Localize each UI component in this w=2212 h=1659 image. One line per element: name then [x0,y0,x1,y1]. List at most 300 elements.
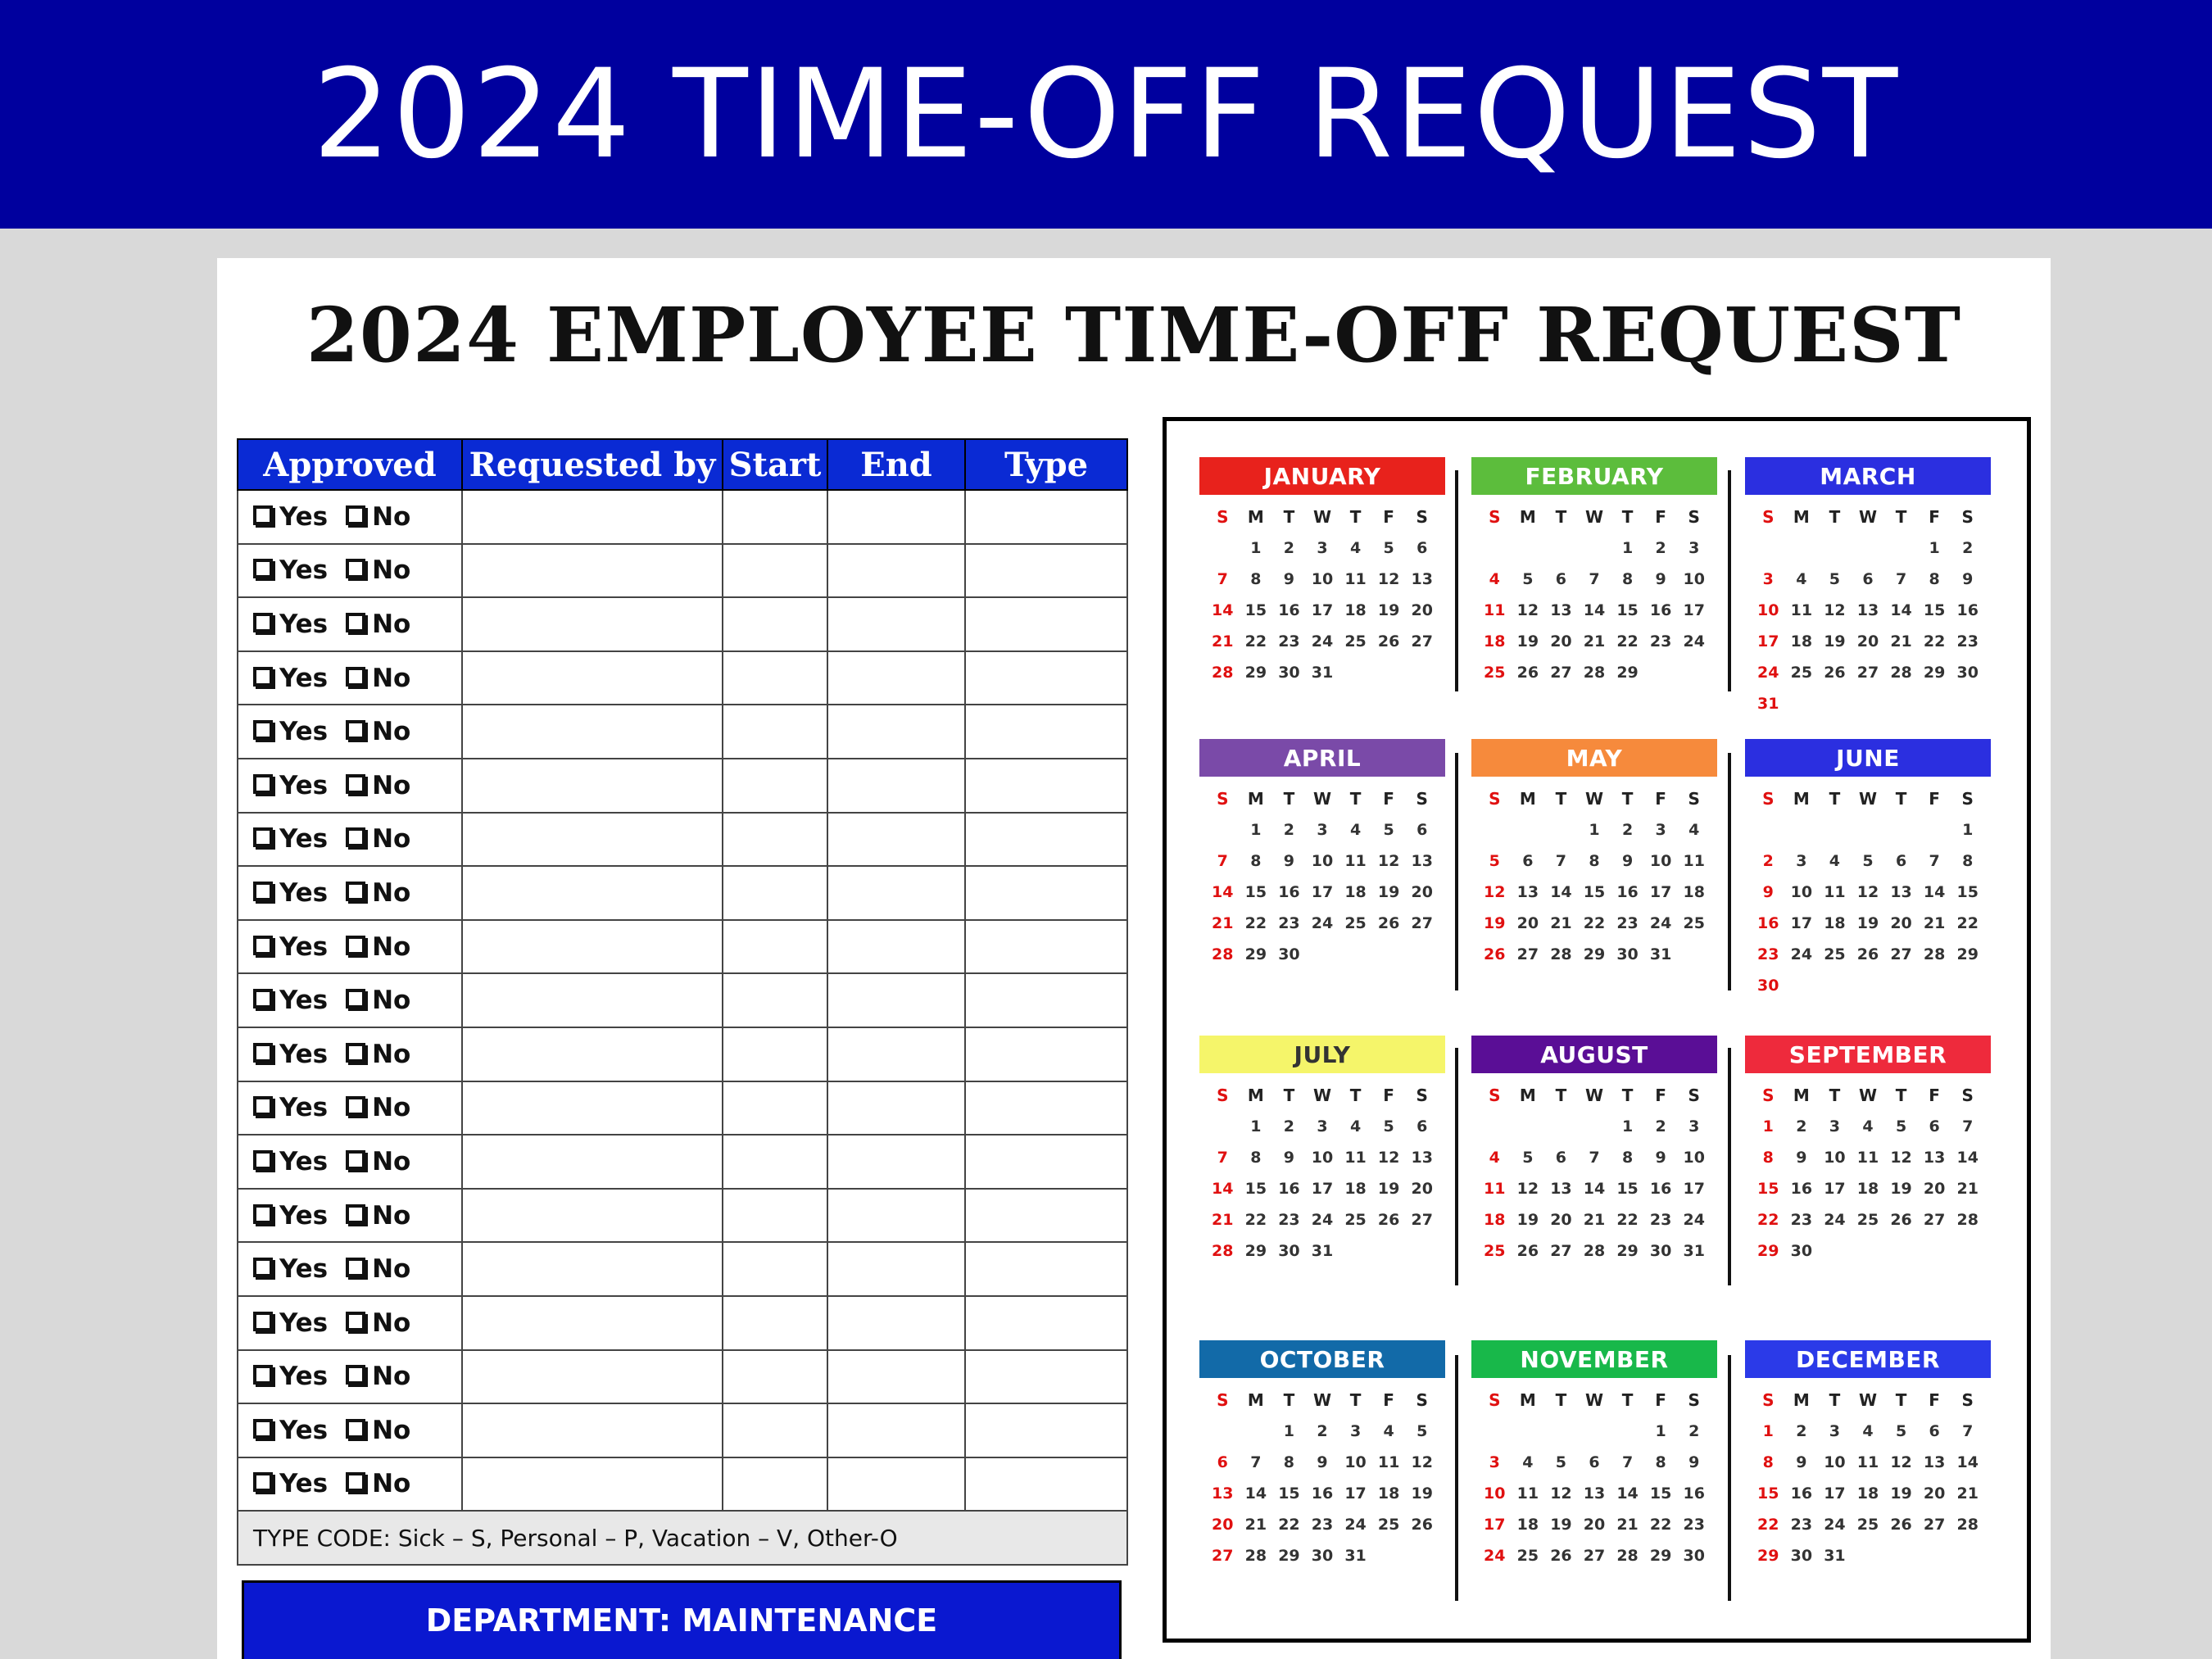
day-number: 9 [1796,1453,1807,1471]
day-number: 7 [1962,1117,1974,1135]
day-number: 4 [1522,1453,1534,1471]
day-number: 30 [1278,945,1300,963]
day-number: 29 [1244,1242,1267,1260]
end-cell[interactable] [827,973,965,1027]
table-row [238,1027,1127,1081]
day-number: 16 [1790,1484,1813,1503]
day-number: 18 [1790,632,1813,650]
yes-checkbox[interactable] [253,1472,273,1492]
day-number: 21 [1212,1211,1234,1229]
yes-checkbox[interactable] [253,1150,273,1170]
type-cell[interactable] [965,1027,1127,1081]
header-end: End [827,439,965,490]
requested-by-cell[interactable] [462,1242,723,1296]
yes-checkbox[interactable] [253,882,273,901]
day-number: 29 [1583,945,1606,963]
no-checkbox[interactable] [346,1312,365,1331]
month-grid [1199,1083,1445,1263]
day-number: 12 [1824,601,1846,619]
start-cell[interactable] [723,705,827,759]
weekday-label: W [1858,789,1878,809]
day-number: 29 [1244,945,1267,963]
day-number: 10 [1790,883,1813,901]
end-cell[interactable] [827,597,965,651]
type-cell[interactable] [965,920,1127,974]
no-checkbox[interactable] [346,1150,365,1170]
requested-by-cell[interactable] [462,544,723,598]
requested-by-cell[interactable] [462,651,723,705]
day-number: 2 [1655,539,1666,557]
table-row [238,651,1127,705]
day-number: 13 [1516,883,1539,901]
requested-by-cell[interactable] [462,1189,723,1243]
end-cell[interactable] [827,866,965,920]
day-number: 4 [1688,821,1700,839]
requested-by-cell[interactable] [462,705,723,759]
day-number: 29 [1757,1242,1779,1260]
start-cell[interactable] [723,1457,827,1512]
day-number: 27 [1411,632,1433,650]
requested-by-cell[interactable] [462,920,723,974]
day-number: 30 [1790,1242,1813,1260]
day-number: 20 [1550,1211,1572,1229]
department-bar: DEPARTMENT: MAINTENANCE [242,1580,1122,1659]
weekday-label: W [1584,1390,1604,1410]
requested-by-cell[interactable] [462,759,723,813]
day-number: 23 [1311,1516,1334,1534]
day-number: 18 [1344,601,1367,619]
day-number: 13 [1923,1149,1946,1167]
start-cell[interactable] [723,973,827,1027]
day-number: 20 [1923,1484,1946,1503]
day-number: 14 [1956,1149,1979,1167]
header-type: Type [965,439,1127,490]
start-cell[interactable] [723,1296,827,1350]
table-row [238,1457,1127,1512]
day-number: 7 [1217,1149,1228,1167]
day-number: 19 [1856,914,1879,932]
end-cell[interactable] [827,1135,965,1189]
day-number: 16 [1649,601,1672,619]
day-number: 2 [1796,1117,1807,1135]
table-row [238,759,1127,813]
requested-by-cell[interactable] [462,1027,723,1081]
type-cell[interactable] [965,1189,1127,1243]
yes-checkbox[interactable] [253,989,273,1009]
day-number: 15 [1278,1484,1300,1503]
day-number: 5 [1383,539,1394,557]
start-cell[interactable] [723,1081,827,1135]
day-number: 15 [1244,1180,1267,1198]
day-number: 24 [1311,632,1334,650]
no-checkbox[interactable] [346,1365,365,1385]
end-cell[interactable] [827,759,965,813]
day-number: 7 [1929,852,1940,870]
day-number: 5 [1383,821,1394,839]
day-number: 11 [1856,1149,1879,1167]
month-grid [1471,505,1717,685]
day-number: 14 [1212,883,1234,901]
type-cell[interactable] [965,866,1127,920]
requested-by-cell[interactable] [462,1350,723,1404]
day-number: 23 [1278,1211,1300,1229]
day-number: 31 [1311,1242,1334,1260]
yes-checkbox[interactable] [253,559,273,578]
weekday-label: W [1858,1390,1878,1410]
day-number: 28 [1212,664,1234,682]
type-cell[interactable] [965,973,1127,1027]
start-cell[interactable] [723,490,827,544]
start-cell[interactable] [723,1242,827,1296]
no-checkbox[interactable] [346,667,365,687]
table-row [238,1135,1127,1189]
weekday-label: T [1621,1086,1634,1105]
day-number: 12 [1856,883,1879,901]
day-number: 4 [1489,1149,1500,1167]
day-number: 18 [1683,883,1705,901]
day-number: 8 [1250,852,1262,870]
start-cell[interactable] [723,1027,827,1081]
empty-day [1206,1114,1240,1139]
yes-checkbox[interactable] [253,774,273,794]
end-cell[interactable] [827,1242,965,1296]
type-cell[interactable] [965,1242,1127,1296]
day-number: 19 [1411,1484,1433,1503]
day-number: 18 [1344,883,1367,901]
day-number: 15 [1616,1180,1639,1198]
no-checkbox[interactable] [346,774,365,794]
day-number: 29 [1616,1242,1639,1260]
month-grid [1745,786,1991,998]
day-number: 10 [1344,1453,1367,1471]
yes-label: Yes [279,1415,329,1445]
day-number: 11 [1344,570,1367,588]
type-cell[interactable] [965,813,1127,867]
day-number: 21 [1956,1484,1979,1503]
yes-label: Yes [279,555,329,586]
no-label: No [372,555,411,586]
day-number: 3 [1688,539,1700,557]
no-checkbox[interactable] [346,613,365,632]
day-number: 22 [1757,1211,1779,1229]
day-number: 15 [1583,883,1606,901]
approved-cell [238,1457,462,1512]
day-number: 7 [1250,1453,1262,1471]
day-number: 2 [1283,1117,1295,1135]
day-number: 2 [1762,852,1774,870]
approved-cell [238,1081,462,1135]
day-number: 10 [1824,1149,1846,1167]
requested-by-cell[interactable] [462,1296,723,1350]
yes-checkbox[interactable] [253,720,273,740]
no-checkbox[interactable] [346,882,365,901]
month-divider [1455,1355,1458,1601]
weekday-label: T [1555,1390,1567,1410]
month-january [1199,457,1445,685]
no-checkbox[interactable] [346,559,365,578]
end-cell[interactable] [827,1189,965,1243]
start-cell[interactable] [723,544,827,598]
no-label: No [372,1039,411,1069]
end-cell[interactable] [827,1350,965,1404]
day-number: 1 [1762,1422,1774,1440]
day-number: 17 [1311,883,1334,901]
month-grid [1471,1083,1717,1263]
day-number: 15 [1923,601,1946,619]
no-checkbox[interactable] [346,827,365,847]
type-cell[interactable] [965,1135,1127,1189]
end-cell[interactable] [827,1027,965,1081]
end-cell[interactable] [827,705,965,759]
day-number: 20 [1411,601,1433,619]
month-title: FEBRUARY [1471,457,1717,495]
start-cell[interactable] [723,651,827,705]
day-number: 6 [1217,1453,1228,1471]
type-cell[interactable] [965,651,1127,705]
day-number: 6 [1555,570,1567,588]
requested-by-cell[interactable] [462,973,723,1027]
day-number: 18 [1824,914,1846,932]
start-cell[interactable] [723,759,827,813]
type-cell[interactable] [965,1403,1127,1457]
day-number: 27 [1411,914,1433,932]
day-number: 30 [1278,664,1300,682]
day-number: 31 [1649,945,1672,963]
approved-cell [238,544,462,598]
day-number: 19 [1550,1516,1572,1534]
no-checkbox[interactable] [346,1258,365,1277]
start-cell[interactable] [723,920,827,974]
yes-checkbox[interactable] [253,1312,273,1331]
requested-by-cell[interactable] [462,597,723,651]
yes-checkbox[interactable] [253,667,273,687]
end-cell[interactable] [827,920,965,974]
end-cell[interactable] [827,1403,965,1457]
type-cell[interactable] [965,705,1127,759]
day-number: 30 [1790,1547,1813,1565]
day-number: 6 [1929,1422,1940,1440]
day-number: 23 [1956,632,1979,650]
end-cell[interactable] [827,544,965,598]
type-cell[interactable] [965,1296,1127,1350]
day-number: 27 [1923,1516,1946,1534]
approved-cell [238,1403,462,1457]
yes-checkbox[interactable] [253,1043,273,1063]
day-number: 24 [1824,1211,1846,1229]
requested-by-cell[interactable] [462,1135,723,1189]
requested-by-cell[interactable] [462,1457,723,1512]
day-number: 7 [1555,852,1567,870]
no-checkbox[interactable] [346,720,365,740]
weekday-label: W [1312,507,1332,527]
day-number: 14 [1212,1180,1234,1198]
day-number: 5 [1489,852,1500,870]
no-checkbox[interactable] [346,1043,365,1063]
day-number: 2 [1796,1422,1807,1440]
day-number: 13 [1550,601,1572,619]
weekday-label: F [1929,1390,1940,1410]
no-label: No [372,501,411,532]
type-cell[interactable] [965,1081,1127,1135]
day-number: 11 [1683,852,1705,870]
empty-day [1785,818,1819,842]
month-title: MAY [1471,739,1717,777]
weekday-label: S [1688,789,1700,809]
day-number: 26 [1377,914,1400,932]
table-row [238,705,1127,759]
no-checkbox[interactable] [346,1419,365,1439]
weekday-label: T [1349,507,1362,527]
day-number: 20 [1212,1516,1234,1534]
yes-checkbox[interactable] [253,1365,273,1385]
type-cell[interactable] [965,490,1127,544]
empty-day [1544,1419,1578,1444]
no-checkbox[interactable] [346,936,365,955]
month-october [1199,1340,1445,1568]
month-september [1745,1036,1991,1263]
start-cell[interactable] [723,813,827,867]
weekday-label: S [1489,1086,1501,1105]
requested-by-cell[interactable] [462,866,723,920]
header-start: Start [723,439,827,490]
no-label: No [372,877,411,908]
end-cell[interactable] [827,651,965,705]
type-cell[interactable] [965,1350,1127,1404]
requested-by-cell[interactable] [462,1403,723,1457]
day-number: 26 [1516,1242,1539,1260]
yes-checkbox[interactable] [253,505,273,525]
table-row [238,1350,1127,1404]
day-number: 21 [1212,914,1234,932]
type-cell[interactable] [965,544,1127,598]
table-header-row [238,439,1127,490]
day-number: 21 [1244,1516,1267,1534]
day-number: 23 [1683,1516,1705,1534]
no-checkbox[interactable] [346,505,365,525]
yes-label: Yes [279,824,329,854]
approved-cell [238,490,462,544]
weekday-label: S [1688,507,1700,527]
type-code-note: TYPE CODE: Sick – S, Personal – P, Vacation – V, Other-O [238,1511,1127,1565]
requested-by-cell[interactable] [462,1081,723,1135]
day-number: 3 [1489,1453,1500,1471]
weekday-label: S [1688,1390,1700,1410]
weekday-label: S [1217,1086,1229,1105]
day-number: 23 [1649,1211,1672,1229]
type-cell[interactable] [965,597,1127,651]
weekday-label: S [1762,1086,1775,1105]
yes-label: Yes [279,1093,329,1123]
month-grid [1745,505,1991,716]
start-cell[interactable] [723,1189,827,1243]
day-number: 29 [1757,1547,1779,1565]
yes-checkbox[interactable] [253,1096,273,1116]
weekday-label: F [1383,1390,1394,1410]
day-number: 5 [1829,570,1841,588]
no-checkbox[interactable] [346,1204,365,1224]
weekday-label: M [1793,789,1810,809]
weekday-label: S [1762,507,1775,527]
no-checkbox[interactable] [346,1096,365,1116]
day-number: 8 [1962,852,1974,870]
start-cell[interactable] [723,597,827,651]
end-cell[interactable] [827,1457,965,1512]
table-row [238,1242,1127,1296]
requested-by-cell[interactable] [462,490,723,544]
day-number: 20 [1856,632,1879,650]
day-number: 29 [1956,945,1979,963]
start-cell[interactable] [723,1350,827,1404]
type-code-row [238,1511,1127,1565]
day-number: 12 [1890,1149,1912,1167]
day-number: 3 [1655,821,1666,839]
yes-checkbox[interactable] [253,827,273,847]
yes-label: Yes [279,1146,329,1176]
yes-checkbox[interactable] [253,1258,273,1277]
day-number: 15 [1757,1180,1779,1198]
day-number: 23 [1649,632,1672,650]
day-number: 11 [1344,1149,1367,1167]
weekday-label: T [1283,1086,1295,1105]
approved-cell [238,973,462,1027]
day-number: 4 [1862,1422,1874,1440]
start-cell[interactable] [723,1135,827,1189]
approved-cell [238,1135,462,1189]
day-number: 28 [1244,1547,1267,1565]
type-cell[interactable] [965,1457,1127,1512]
type-cell[interactable] [965,759,1127,813]
month-title: JUNE [1745,739,1991,777]
day-number: 16 [1278,1180,1300,1198]
approved-cell [238,1296,462,1350]
end-cell[interactable] [827,1296,965,1350]
day-number: 25 [1484,1242,1506,1260]
banner-title: 2024 TIME-OFF REQUEST [312,43,1900,186]
day-number: 29 [1616,664,1639,682]
day-number: 16 [1683,1484,1705,1503]
day-number: 9 [1655,570,1666,588]
no-checkbox[interactable] [346,989,365,1009]
no-label: No [372,609,411,639]
weekday-label: S [1961,789,1974,809]
day-number: 18 [1516,1516,1539,1534]
day-number: 29 [1649,1547,1672,1565]
end-cell[interactable] [827,1081,965,1135]
day-number: 22 [1244,632,1267,650]
day-number: 25 [1484,664,1506,682]
requested-by-cell[interactable] [462,813,723,867]
yes-checkbox[interactable] [253,613,273,632]
day-number: 9 [1283,1149,1295,1167]
start-cell[interactable] [723,866,827,920]
weekday-label: T [1829,1086,1841,1105]
day-number: 1 [1250,1117,1262,1135]
end-cell[interactable] [827,490,965,544]
weekday-label: T [1829,507,1841,527]
yes-checkbox[interactable] [253,936,273,955]
day-number: 4 [1383,1422,1394,1440]
start-cell[interactable] [723,1403,827,1457]
yes-checkbox[interactable] [253,1204,273,1224]
day-number: 22 [1923,632,1946,650]
end-cell[interactable] [827,813,965,867]
no-checkbox[interactable] [346,1472,365,1492]
empty-day [1611,1419,1644,1444]
yes-checkbox[interactable] [253,1419,273,1439]
day-number: 17 [1824,1180,1846,1198]
day-number: 18 [1856,1180,1879,1198]
weekday-label: M [1793,507,1810,527]
